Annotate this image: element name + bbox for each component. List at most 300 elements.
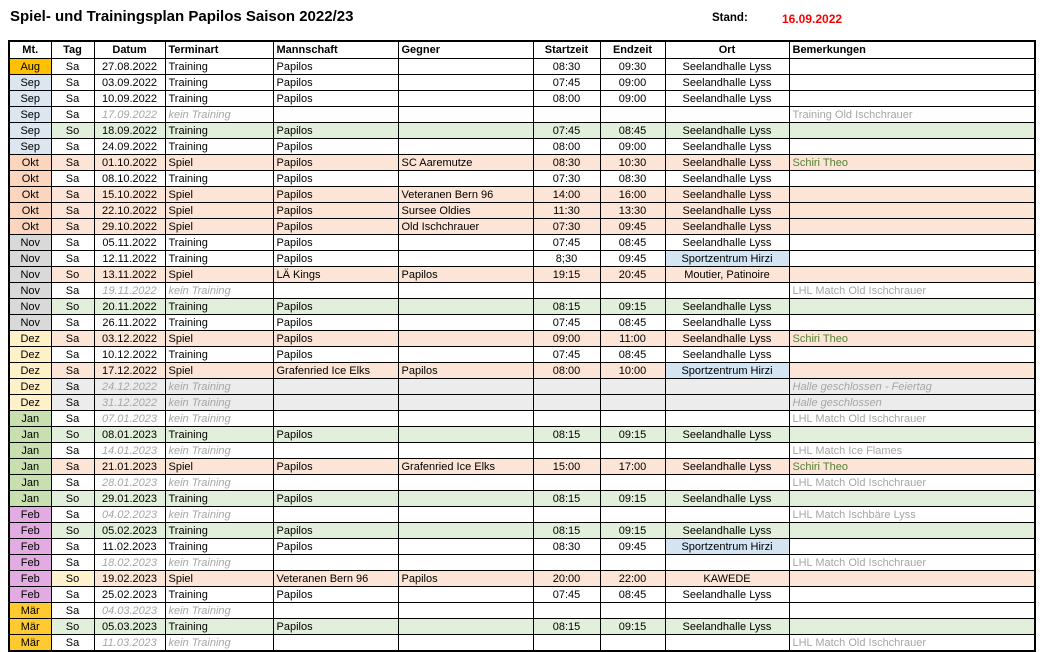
cell-datum: 08.10.2022 (94, 171, 165, 187)
cell-mt: Mär (9, 635, 51, 652)
cell-gegner (398, 379, 533, 395)
cell-terminart: Training (165, 123, 273, 139)
table-row (9, 395, 1035, 411)
cell-endzeit: 08:45 (600, 587, 665, 603)
cell-startzeit: 08:30 (533, 539, 600, 555)
cell-ort: Seelandhalle Lyss (665, 235, 789, 251)
cell-bemerkungen (789, 315, 1035, 331)
cell-datum: 04.02.2023 (94, 507, 165, 523)
cell-mt: Okt (9, 219, 51, 235)
cell-mt: Jan (9, 411, 51, 427)
cell-mannschaft: Papilos (273, 187, 398, 203)
cell-bemerkungen (789, 235, 1035, 251)
cell-bemerkungen: Schiri Theo (789, 459, 1035, 475)
cell-gegner (398, 251, 533, 267)
cell-mt: Feb (9, 523, 51, 539)
cell-bemerkungen (789, 427, 1035, 443)
cell-tag: Sa (51, 251, 94, 267)
cell-terminart: Training (165, 299, 273, 315)
cell-bemerkungen (789, 75, 1035, 91)
cell-mannschaft: Papilos (273, 203, 398, 219)
cell-tag: So (51, 523, 94, 539)
cell-endzeit (600, 635, 665, 652)
cell-bemerkungen: LHL Match Old Ischchrauer (789, 411, 1035, 427)
cell-terminart: Spiel (165, 267, 273, 283)
cell-datum: 29.10.2022 (94, 219, 165, 235)
table-row (9, 283, 1035, 299)
cell-ort (665, 443, 789, 459)
cell-startzeit: 11:30 (533, 203, 600, 219)
table-row (9, 475, 1035, 491)
cell-endzeit: 08:45 (600, 315, 665, 331)
cell-tag: Sa (51, 411, 94, 427)
cell-gegner: SC Aaremutze (398, 155, 533, 171)
cell-terminart: Training (165, 619, 273, 635)
cell-endzeit: 08:30 (600, 171, 665, 187)
cell-startzeit: 20:00 (533, 571, 600, 587)
cell-terminart: Training (165, 315, 273, 331)
header-cell-endzeit: Endzeit (600, 41, 665, 59)
cell-endzeit: 08:45 (600, 347, 665, 363)
cell-startzeit (533, 635, 600, 652)
cell-startzeit: 09:00 (533, 331, 600, 347)
header-cell-gegner: Gegner (398, 41, 533, 59)
cell-endzeit: 09:00 (600, 75, 665, 91)
cell-endzeit: 09:15 (600, 491, 665, 507)
cell-mt: Aug (9, 59, 51, 75)
cell-datum: 11.03.2023 (94, 635, 165, 652)
cell-startzeit: 07:45 (533, 75, 600, 91)
cell-startzeit: 07:45 (533, 123, 600, 139)
cell-tag: So (51, 299, 94, 315)
cell-ort: Sportzentrum Hirzi (665, 251, 789, 267)
cell-gegner (398, 523, 533, 539)
cell-ort: Sportzentrum Hirzi (665, 539, 789, 555)
cell-ort: Seelandhalle Lyss (665, 139, 789, 155)
cell-ort (665, 283, 789, 299)
cell-ort: Seelandhalle Lyss (665, 123, 789, 139)
cell-endzeit: 09:45 (600, 251, 665, 267)
cell-ort: Seelandhalle Lyss (665, 491, 789, 507)
cell-endzeit (600, 411, 665, 427)
cell-gegner (398, 603, 533, 619)
cell-endzeit: 09:15 (600, 523, 665, 539)
cell-gegner (398, 331, 533, 347)
cell-bemerkungen: LHL Match Old Ischchrauer (789, 475, 1035, 491)
cell-startzeit (533, 443, 600, 459)
cell-mannschaft: Papilos (273, 299, 398, 315)
cell-mannschaft: Papilos (273, 59, 398, 75)
cell-gegner (398, 443, 533, 459)
cell-gegner (398, 395, 533, 411)
cell-terminart: Training (165, 75, 273, 91)
cell-terminart: kein Training (165, 603, 273, 619)
cell-tag: Sa (51, 395, 94, 411)
table-row (9, 219, 1035, 235)
cell-tag: Sa (51, 379, 94, 395)
cell-startzeit: 08:15 (533, 619, 600, 635)
cell-bemerkungen (789, 587, 1035, 603)
cell-bemerkungen (789, 523, 1035, 539)
cell-gegner (398, 299, 533, 315)
table-row (9, 427, 1035, 443)
cell-mt: Okt (9, 171, 51, 187)
cell-bemerkungen: LHL Match Old Ischchrauer (789, 283, 1035, 299)
cell-mannschaft (273, 555, 398, 571)
header-cell-tag: Tag (51, 41, 94, 59)
cell-ort: Seelandhalle Lyss (665, 523, 789, 539)
cell-mt: Nov (9, 315, 51, 331)
cell-tag: Sa (51, 331, 94, 347)
cell-mt: Jan (9, 459, 51, 475)
cell-ort (665, 107, 789, 123)
cell-mannschaft (273, 635, 398, 652)
table-row (9, 75, 1035, 91)
cell-terminart: Training (165, 171, 273, 187)
cell-ort: Sportzentrum Hirzi (665, 363, 789, 379)
table-row (9, 251, 1035, 267)
cell-gegner (398, 555, 533, 571)
cell-endzeit (600, 555, 665, 571)
cell-endzeit: 16:00 (600, 187, 665, 203)
cell-startzeit: 07:30 (533, 219, 600, 235)
cell-terminart: kein Training (165, 395, 273, 411)
cell-tag: Sa (51, 155, 94, 171)
cell-endzeit: 10:30 (600, 155, 665, 171)
cell-startzeit: 07:45 (533, 315, 600, 331)
cell-terminart: kein Training (165, 443, 273, 459)
table-row (9, 635, 1035, 652)
cell-mt: Sep (9, 139, 51, 155)
cell-tag: Sa (51, 91, 94, 107)
cell-tag: Sa (51, 443, 94, 459)
cell-mannschaft: Papilos (273, 171, 398, 187)
cell-mannschaft (273, 443, 398, 459)
stand-label: Stand: (712, 12, 748, 24)
cell-gegner (398, 91, 533, 107)
cell-terminart: Spiel (165, 571, 273, 587)
cell-gegner: Grafenried Ice Elks (398, 459, 533, 475)
cell-terminart: Spiel (165, 331, 273, 347)
cell-terminart: Training (165, 59, 273, 75)
cell-mt: Sep (9, 107, 51, 123)
cell-endzeit: 09:45 (600, 539, 665, 555)
cell-terminart: Training (165, 139, 273, 155)
cell-gegner (398, 107, 533, 123)
cell-gegner: Veteranen Bern 96 (398, 187, 533, 203)
table-row (9, 331, 1035, 347)
cell-bemerkungen: LHL Match Old Ischchrauer (789, 635, 1035, 652)
cell-mt: Jan (9, 443, 51, 459)
cell-tag: Sa (51, 107, 94, 123)
cell-tag: Sa (51, 347, 94, 363)
cell-startzeit: 07:45 (533, 347, 600, 363)
cell-mannschaft (273, 107, 398, 123)
cell-gegner: Papilos (398, 363, 533, 379)
cell-tag: Sa (51, 283, 94, 299)
cell-tag: So (51, 491, 94, 507)
header-cell-bemerkungen: Bemerkungen (789, 41, 1035, 59)
cell-datum: 10.12.2022 (94, 347, 165, 363)
cell-ort: Seelandhalle Lyss (665, 459, 789, 475)
cell-terminart: Spiel (165, 155, 273, 171)
cell-startzeit (533, 555, 600, 571)
cell-endzeit (600, 395, 665, 411)
cell-ort: Seelandhalle Lyss (665, 619, 789, 635)
table-row (9, 171, 1035, 187)
cell-tag: So (51, 571, 94, 587)
cell-terminart: kein Training (165, 411, 273, 427)
cell-startzeit: 07:30 (533, 171, 600, 187)
cell-mt: Nov (9, 267, 51, 283)
cell-gegner (398, 635, 533, 652)
cell-mannschaft: Papilos (273, 315, 398, 331)
cell-bemerkungen (789, 347, 1035, 363)
cell-ort: Seelandhalle Lyss (665, 347, 789, 363)
cell-terminart: Training (165, 427, 273, 443)
cell-ort (665, 411, 789, 427)
header-cell-mt: Mt. (9, 41, 51, 59)
cell-datum: 19.02.2023 (94, 571, 165, 587)
cell-ort: Seelandhalle Lyss (665, 219, 789, 235)
table-row (9, 539, 1035, 555)
cell-datum: 03.09.2022 (94, 75, 165, 91)
cell-gegner (398, 411, 533, 427)
cell-mannschaft: Papilos (273, 155, 398, 171)
cell-ort (665, 507, 789, 523)
table-row (9, 587, 1035, 603)
table-row (9, 571, 1035, 587)
cell-mt: Sep (9, 123, 51, 139)
cell-mannschaft: Grafenried Ice Elks (273, 363, 398, 379)
header-cell-terminart: Terminart (165, 41, 273, 59)
cell-mt: Nov (9, 251, 51, 267)
table-row (9, 555, 1035, 571)
cell-datum: 24.12.2022 (94, 379, 165, 395)
cell-startzeit: 07:45 (533, 235, 600, 251)
cell-bemerkungen (789, 123, 1035, 139)
cell-bemerkungen (789, 539, 1035, 555)
cell-datum: 01.10.2022 (94, 155, 165, 171)
cell-mannschaft (273, 395, 398, 411)
cell-mannschaft (273, 475, 398, 491)
header-cell-ort: Ort (665, 41, 789, 59)
cell-terminart: kein Training (165, 107, 273, 123)
cell-mt: Okt (9, 187, 51, 203)
cell-terminart: kein Training (165, 379, 273, 395)
cell-startzeit: 08:15 (533, 299, 600, 315)
cell-tag: Sa (51, 635, 94, 652)
cell-gegner (398, 475, 533, 491)
cell-endzeit: 09:00 (600, 139, 665, 155)
cell-gegner: Papilos (398, 267, 533, 283)
cell-terminart: Training (165, 91, 273, 107)
cell-terminart: Spiel (165, 363, 273, 379)
cell-gegner (398, 347, 533, 363)
table-row (9, 507, 1035, 523)
cell-tag: Sa (51, 219, 94, 235)
cell-gegner (398, 507, 533, 523)
table-row (9, 363, 1035, 379)
cell-mannschaft: Papilos (273, 619, 398, 635)
cell-ort (665, 395, 789, 411)
cell-datum: 15.10.2022 (94, 187, 165, 203)
cell-ort: Seelandhalle Lyss (665, 91, 789, 107)
cell-mt: Sep (9, 91, 51, 107)
cell-mt: Dez (9, 363, 51, 379)
cell-terminart: Training (165, 539, 273, 555)
table-row (9, 139, 1035, 155)
cell-endzeit (600, 603, 665, 619)
table-row (9, 491, 1035, 507)
cell-ort (665, 603, 789, 619)
cell-startzeit: 08:00 (533, 91, 600, 107)
cell-startzeit (533, 283, 600, 299)
schedule-table (8, 40, 1036, 652)
cell-endzeit: 09:00 (600, 91, 665, 107)
cell-gegner (398, 123, 533, 139)
cell-ort: Moutier, Patinoire (665, 267, 789, 283)
cell-startzeit: 07:45 (533, 587, 600, 603)
cell-bemerkungen (789, 171, 1035, 187)
cell-endzeit: 11:00 (600, 331, 665, 347)
cell-bemerkungen (789, 491, 1035, 507)
cell-tag: Sa (51, 235, 94, 251)
cell-startzeit: 14:00 (533, 187, 600, 203)
cell-bemerkungen (789, 59, 1035, 75)
cell-tag: Sa (51, 75, 94, 91)
cell-terminart: Training (165, 347, 273, 363)
cell-gegner (398, 75, 533, 91)
cell-gegner (398, 619, 533, 635)
cell-ort: Seelandhalle Lyss (665, 315, 789, 331)
cell-terminart: kein Training (165, 555, 273, 571)
table-row (9, 443, 1035, 459)
cell-mannschaft: Papilos (273, 235, 398, 251)
stand-date: 16.09.2022 (782, 12, 843, 26)
cell-ort: Seelandhalle Lyss (665, 155, 789, 171)
header-cell-datum: Datum (94, 41, 165, 59)
cell-bemerkungen: Schiri Theo (789, 331, 1035, 347)
cell-terminart: kein Training (165, 283, 273, 299)
cell-datum: 24.09.2022 (94, 139, 165, 155)
cell-terminart: Training (165, 491, 273, 507)
cell-startzeit (533, 107, 600, 123)
cell-mt: Jan (9, 491, 51, 507)
cell-tag: Sa (51, 315, 94, 331)
cell-endzeit: 13:30 (600, 203, 665, 219)
cell-mannschaft: Papilos (273, 587, 398, 603)
cell-gegner (398, 587, 533, 603)
table-row (9, 203, 1035, 219)
cell-endzeit: 09:45 (600, 219, 665, 235)
cell-mannschaft (273, 411, 398, 427)
cell-ort: Seelandhalle Lyss (665, 203, 789, 219)
cell-mannschaft: Papilos (273, 523, 398, 539)
cell-tag: So (51, 427, 94, 443)
cell-tag: Sa (51, 59, 94, 75)
cell-bemerkungen (789, 299, 1035, 315)
cell-datum: 05.02.2023 (94, 523, 165, 539)
cell-startzeit: 08:15 (533, 427, 600, 443)
cell-datum: 28.01.2023 (94, 475, 165, 491)
cell-mannschaft: Veteranen Bern 96 (273, 571, 398, 587)
cell-mannschaft: Papilos (273, 347, 398, 363)
cell-endzeit: 08:45 (600, 235, 665, 251)
cell-endzeit (600, 443, 665, 459)
cell-bemerkungen (789, 139, 1035, 155)
cell-datum: 29.01.2023 (94, 491, 165, 507)
cell-bemerkungen (789, 619, 1035, 635)
cell-endzeit: 09:15 (600, 619, 665, 635)
cell-startzeit: 08:30 (533, 59, 600, 75)
cell-mannschaft: Papilos (273, 75, 398, 91)
cell-startzeit: 08:00 (533, 139, 600, 155)
cell-mt: Okt (9, 155, 51, 171)
cell-terminart: Training (165, 251, 273, 267)
cell-tag: Sa (51, 459, 94, 475)
cell-mt: Feb (9, 587, 51, 603)
cell-startzeit: 19:15 (533, 267, 600, 283)
cell-startzeit (533, 507, 600, 523)
cell-startzeit: 08:15 (533, 491, 600, 507)
cell-mannschaft: LÄ Kings (273, 267, 398, 283)
table-row (9, 459, 1035, 475)
cell-terminart: Training (165, 523, 273, 539)
cell-startzeit (533, 395, 600, 411)
cell-gegner (398, 315, 533, 331)
cell-datum: 18.09.2022 (94, 123, 165, 139)
cell-mannschaft: Papilos (273, 219, 398, 235)
cell-mt: Dez (9, 395, 51, 411)
cell-startzeit: 15:00 (533, 459, 600, 475)
header-row (9, 41, 1035, 59)
table-row (9, 411, 1035, 427)
table-row (9, 523, 1035, 539)
cell-ort: Seelandhalle Lyss (665, 187, 789, 203)
cell-ort: Seelandhalle Lyss (665, 59, 789, 75)
cell-endzeit (600, 507, 665, 523)
cell-tag: Sa (51, 363, 94, 379)
cell-bemerkungen (789, 267, 1035, 283)
cell-endzeit: 09:15 (600, 299, 665, 315)
table-row (9, 123, 1035, 139)
cell-datum: 10.09.2022 (94, 91, 165, 107)
cell-datum: 14.01.2023 (94, 443, 165, 459)
cell-tag: Sa (51, 475, 94, 491)
cell-datum: 05.03.2023 (94, 619, 165, 635)
cell-endzeit (600, 107, 665, 123)
cell-mt: Dez (9, 331, 51, 347)
cell-startzeit: 08:00 (533, 363, 600, 379)
cell-terminart: Training (165, 235, 273, 251)
cell-datum: 31.12.2022 (94, 395, 165, 411)
cell-datum: 17.09.2022 (94, 107, 165, 123)
cell-terminart: kein Training (165, 635, 273, 652)
cell-datum: 17.12.2022 (94, 363, 165, 379)
table-row (9, 155, 1035, 171)
cell-mt: Feb (9, 571, 51, 587)
cell-datum: 26.11.2022 (94, 315, 165, 331)
cell-bemerkungen (789, 91, 1035, 107)
cell-startzeit (533, 475, 600, 491)
cell-tag: Sa (51, 587, 94, 603)
cell-endzeit: 08:45 (600, 123, 665, 139)
cell-ort: Seelandhalle Lyss (665, 587, 789, 603)
cell-gegner: Sursee Oldies (398, 203, 533, 219)
cell-bemerkungen (789, 603, 1035, 619)
cell-gegner (398, 491, 533, 507)
